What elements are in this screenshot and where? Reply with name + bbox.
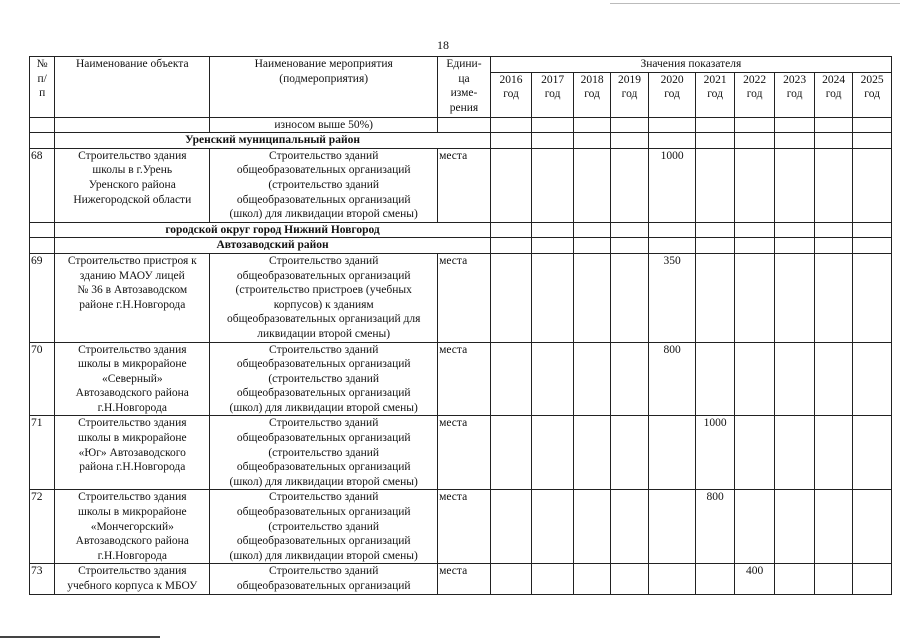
value-cell: [532, 148, 574, 222]
value-cell: [532, 253, 574, 342]
value-cell: [775, 253, 814, 342]
continuation-text: износом выше 50%): [210, 117, 438, 133]
value-cell: [734, 490, 775, 564]
activity-name: [210, 416, 438, 490]
value-cell: [490, 253, 532, 342]
header-unit: [438, 57, 491, 118]
empty-cell: [490, 238, 532, 254]
table-row: [30, 416, 892, 490]
header-year: [696, 72, 734, 117]
unit: места: [438, 416, 491, 490]
value-cell: [814, 416, 852, 490]
value-cell: [648, 490, 696, 564]
unit: места: [438, 564, 491, 594]
empty-cell: [853, 238, 892, 254]
object-name-line: Строительство здания: [78, 491, 187, 504]
row-number: 68: [30, 148, 55, 222]
activity-name: [210, 564, 438, 594]
activity-name-line: (строительство пристроев (учебных: [235, 284, 412, 297]
value-cell: 800: [648, 342, 696, 416]
unit: места: [438, 342, 491, 416]
empty-cell: [532, 222, 574, 238]
value-cell: [696, 148, 734, 222]
object-name-line: районе г.Н.Новгорода: [79, 298, 186, 311]
header-num: [30, 57, 55, 118]
value-cell: 800: [696, 490, 734, 564]
value-cell: 1000: [648, 148, 696, 222]
header-year: [734, 72, 775, 117]
object-name-line: Строительство здания: [78, 565, 187, 578]
empty-cell: [775, 222, 814, 238]
value-cell: [611, 342, 648, 416]
activity-name: [210, 490, 438, 564]
header-year: [532, 72, 574, 117]
value-cell: [532, 564, 574, 594]
value-cell: [814, 342, 852, 416]
activity-name-line: общеобразовательных организаций: [236, 193, 411, 206]
value-cell: [490, 416, 532, 490]
empty-cell: [734, 238, 775, 254]
header-unit-line: рения: [449, 101, 479, 114]
table-row: [30, 342, 892, 416]
value-cell: 1000: [696, 416, 734, 490]
value-cell: [775, 148, 814, 222]
scan-edge-line: [610, 3, 900, 4]
value-cell: [853, 148, 892, 222]
empty-cell: [490, 222, 532, 238]
value-cell: [775, 490, 814, 564]
empty-cell: [696, 222, 734, 238]
value-cell: [734, 253, 775, 342]
activity-name-line: (школ) для ликвидации второй смены): [229, 208, 418, 221]
object-name-line: Строительство пристроя к: [67, 254, 197, 267]
row-number: 72: [30, 490, 55, 564]
empty-cell: [532, 238, 574, 254]
object-name: [55, 564, 210, 594]
value-cell: [648, 416, 696, 490]
activity-name-line: общеобразовательных организаций: [236, 387, 411, 400]
header-num-line: п: [39, 87, 46, 100]
activity-name-line: Строительство зданий: [269, 417, 379, 430]
empty-cell: [573, 117, 610, 133]
value-cell: [853, 416, 892, 490]
object-name-line: Строительство здания: [78, 417, 187, 430]
empty-cell: [648, 238, 696, 254]
value-cell: [775, 416, 814, 490]
header-year: [853, 72, 892, 117]
year-word: год: [786, 88, 803, 101]
activity-name-line: Строительство зданий: [269, 343, 379, 356]
empty-cell: [853, 133, 892, 149]
value-cell: [490, 490, 532, 564]
object-name-line: школы в микрорайоне: [77, 506, 187, 519]
object-name-line: «Северный»: [101, 372, 163, 385]
activity-name-line: общеобразовательных организаций: [236, 506, 411, 519]
object-name-line: Строительство здания: [78, 149, 187, 162]
year-label: 2022: [743, 73, 767, 86]
value-cell: [734, 148, 775, 222]
object-name-line: школы в г.Урень: [92, 164, 173, 177]
row-number: 69: [30, 253, 55, 342]
activity-name-line: (строительство зданий: [268, 446, 380, 459]
value-cell: [734, 416, 775, 490]
year-label: 2023: [783, 73, 807, 86]
value-cell: [853, 342, 892, 416]
value-cell: [532, 416, 574, 490]
empty-cell: [734, 117, 775, 133]
year-word: год: [544, 88, 561, 101]
header-values: Значения показателя: [490, 57, 891, 73]
object-name-line: школы в микрорайоне: [77, 432, 187, 445]
header-num-line: №: [36, 58, 48, 70]
empty-cell: [814, 117, 852, 133]
unit: места: [438, 253, 491, 342]
value-cell: 400: [734, 564, 775, 594]
value-cell: [490, 148, 532, 222]
object-name-line: школы в микрорайоне: [77, 358, 187, 371]
empty-cell: [853, 222, 892, 238]
empty-cell: [490, 117, 532, 133]
value-cell: [611, 416, 648, 490]
object-name-line: г.Н.Новгорода: [97, 549, 167, 562]
value-cell: [853, 490, 892, 564]
header-year: [814, 72, 852, 117]
value-cell: [573, 564, 610, 594]
year-label: 2025: [860, 73, 884, 86]
scan-edge-line-bottom: [0, 636, 160, 638]
year-word: год: [621, 88, 638, 101]
header-year: [648, 72, 696, 117]
header-activity-line: (подмероприятия): [279, 72, 369, 85]
value-cell: [696, 342, 734, 416]
section-uren: Уренский муниципальный район: [55, 133, 490, 149]
header-unit-line: ца: [458, 72, 470, 85]
value-cell: [814, 564, 852, 594]
activity-name-line: (строительство зданий: [268, 372, 380, 385]
value-cell: [814, 253, 852, 342]
value-cell: 350: [648, 253, 696, 342]
value-cell: [573, 148, 610, 222]
empty-cell: [696, 133, 734, 149]
empty-cell: [55, 117, 210, 133]
activity-name-line: общеобразовательных организаций: [236, 164, 411, 177]
activity-name-line: Строительство зданий: [269, 565, 379, 578]
empty-cell: [648, 133, 696, 149]
header-num-line: п/: [37, 72, 47, 85]
object-name-line: Автозаводского района: [75, 387, 189, 400]
header-year: [611, 72, 648, 117]
table-row: [30, 148, 892, 222]
row-number: 73: [30, 564, 55, 594]
object-name: [55, 342, 210, 416]
empty-cell: [30, 133, 55, 149]
header-year: [775, 72, 814, 117]
object-name: [55, 416, 210, 490]
empty-cell: [696, 117, 734, 133]
row-number: 71: [30, 416, 55, 490]
empty-cell: [734, 133, 775, 149]
header-year: [490, 72, 532, 117]
empty-cell: [814, 133, 852, 149]
unit: места: [438, 490, 491, 564]
value-cell: [814, 490, 852, 564]
value-cell: [490, 564, 532, 594]
activity-name-line: Строительство зданий: [269, 149, 379, 162]
value-cell: [532, 490, 574, 564]
empty-cell: [775, 133, 814, 149]
activity-name: [210, 148, 438, 222]
object-name-line: зданию МАОУ лицей: [79, 269, 185, 282]
empty-cell: [611, 238, 648, 254]
table-row: [30, 490, 892, 564]
value-cell: [490, 342, 532, 416]
activity-name: [210, 342, 438, 416]
empty-cell: [734, 222, 775, 238]
value-cell: [573, 416, 610, 490]
object-name: [55, 148, 210, 222]
activity-name-line: (строительство зданий: [268, 520, 380, 533]
year-label: 2020: [660, 73, 684, 86]
table-row: [30, 253, 892, 342]
page-number: 18: [437, 38, 449, 52]
empty-cell: [532, 133, 574, 149]
empty-cell: [573, 133, 610, 149]
object-name-line: «Мончегорский»: [90, 520, 174, 533]
activity-name-line: общеобразовательных организаций: [236, 461, 411, 474]
empty-cell: [814, 238, 852, 254]
empty-cell: [648, 222, 696, 238]
year-label: 2021: [703, 73, 727, 86]
activity-name-line: общеобразовательных организаций: [236, 580, 411, 592]
value-cell: [573, 490, 610, 564]
header-activity: [210, 57, 438, 118]
empty-cell: [775, 238, 814, 254]
activity-name: [210, 253, 438, 342]
activity-name-line: общеобразовательных организаций: [236, 269, 411, 282]
activity-name-line: Строительство зданий: [269, 491, 379, 504]
empty-cell: [853, 117, 892, 133]
activity-name-line: корпусов) к зданиям: [273, 298, 374, 311]
activity-name-line: (школ) для ликвидации второй смены): [229, 401, 418, 414]
object-name-line: учебного корпуса к МБОУ: [67, 580, 198, 592]
value-cell: [814, 148, 852, 222]
value-cell: [853, 253, 892, 342]
empty-cell: [573, 222, 610, 238]
value-cell: [648, 564, 696, 594]
header-unit-line: Едини-: [446, 58, 482, 70]
empty-cell: [30, 117, 55, 133]
year-label: 2018: [580, 73, 604, 86]
value-cell: [734, 342, 775, 416]
activity-name-line: общеобразовательных организаций: [236, 535, 411, 548]
value-cell: [611, 564, 648, 594]
activity-name-line: общеобразовательных организаций для: [226, 313, 421, 326]
empty-cell: [490, 133, 532, 149]
header-year: [573, 72, 610, 117]
empty-cell: [611, 117, 648, 133]
value-cell: [611, 148, 648, 222]
year-word: год: [707, 88, 723, 101]
year-word: год: [664, 88, 680, 101]
year-label: 2024: [822, 73, 846, 86]
section-avtozavod: Автозаводский район: [55, 238, 490, 254]
year-word: год: [584, 88, 600, 101]
unit: места: [438, 148, 491, 222]
empty-cell: [611, 133, 648, 149]
header-unit-line: изме-: [450, 87, 478, 100]
object-name-line: г.Н.Новгорода: [97, 401, 167, 414]
activity-name-line: (школ) для ликвидации второй смены): [229, 549, 418, 562]
year-word: год: [864, 88, 880, 101]
empty-cell: [573, 238, 610, 254]
section-nizhny-novgorod: городской округ город Нижний Новгород: [55, 222, 490, 238]
indicator-table: [29, 56, 892, 595]
year-label: 2016: [499, 73, 523, 86]
table-row: [30, 564, 892, 594]
value-cell: [696, 564, 734, 594]
year-word: год: [746, 88, 763, 101]
activity-name-line: (школ) для ликвидации второй смены): [229, 475, 418, 488]
empty-cell: [648, 117, 696, 133]
object-name-line: № 36 в Автозаводском: [77, 284, 188, 297]
object-name-line: «Юг» Автозаводского: [78, 446, 186, 459]
activity-name-line: Строительство зданий: [269, 254, 379, 267]
activity-name-line: ликвидации второй смены): [257, 327, 391, 340]
value-cell: [573, 342, 610, 416]
object-name-line: Автозаводского района: [75, 535, 189, 548]
object-name-line: района г.Н.Новгорода: [79, 461, 186, 474]
empty-cell: [775, 117, 814, 133]
object-name: [55, 490, 210, 564]
empty-cell: [438, 117, 491, 133]
object-name: [55, 253, 210, 342]
header-object: Наименование объекта: [55, 57, 210, 118]
activity-name-line: общеобразовательных организаций: [236, 358, 411, 371]
object-name-line: Нижегородской области: [73, 193, 192, 206]
year-label: 2017: [541, 73, 565, 86]
value-cell: [696, 253, 734, 342]
year-word: год: [503, 88, 519, 101]
empty-cell: [30, 238, 55, 254]
object-name-line: Уренского района: [88, 178, 176, 191]
empty-cell: [532, 117, 574, 133]
value-cell: [775, 342, 814, 416]
object-name-line: Строительство здания: [78, 343, 187, 356]
value-cell: [611, 490, 648, 564]
activity-name-line: общеобразовательных организаций: [236, 432, 411, 445]
activity-name-line: (строительство зданий: [268, 178, 380, 191]
empty-cell: [611, 222, 648, 238]
empty-cell: [814, 222, 852, 238]
value-cell: [573, 253, 610, 342]
value-cell: [853, 564, 892, 594]
year-word: год: [825, 88, 842, 101]
empty-cell: [30, 222, 55, 238]
value-cell: [775, 564, 814, 594]
value-cell: [611, 253, 648, 342]
value-cell: [532, 342, 574, 416]
empty-cell: [696, 238, 734, 254]
header-activity-line: Наименование мероприятия: [254, 58, 393, 70]
row-number: 70: [30, 342, 55, 416]
year-label: 2019: [618, 73, 642, 86]
